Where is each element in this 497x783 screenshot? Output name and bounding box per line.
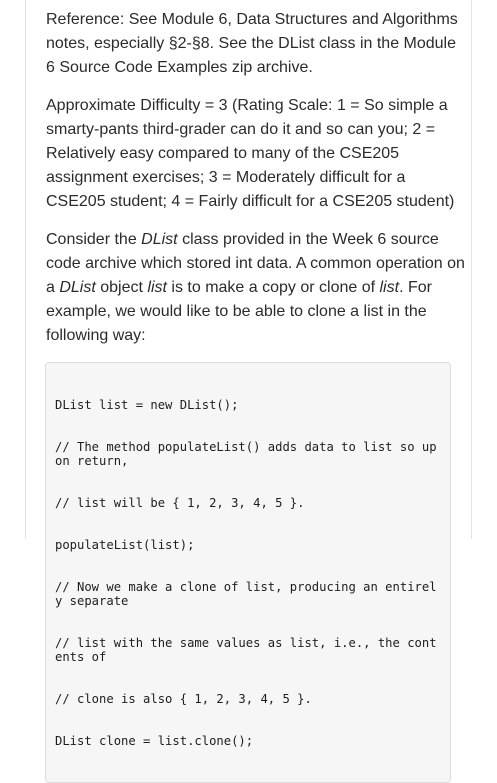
reference-paragraph: Reference: See Module 6, Data Structures and Algorithms notes, especially §2-§8. See the DList class in the Module 6 Source Code Examples zip archive. <box>46 11 458 76</box>
code-line: // Now we make a clone of list, producing an entirely separate <box>55 580 437 608</box>
document-content <box>46 8 466 783</box>
dlist-class-name: DList <box>141 231 178 248</box>
consider-text-4: is to make a copy or clone of <box>166 279 380 296</box>
dlist-class-name-2: DList <box>59 279 96 296</box>
list-variable-name-2: list <box>379 279 400 296</box>
list-variable-name: list <box>147 279 167 296</box>
consider-text-2: class provided in the Week 6 source code archive which stored int data. A common operation on a <box>46 231 465 296</box>
code-line: DList list = new DList(); <box>55 398 239 412</box>
code-block <box>45 362 451 783</box>
consider-text-1: Consider the <box>46 231 142 248</box>
code-line: // clone is also { 1, 2, 3, 4, 5 }. <box>55 692 312 706</box>
consider-paragraph <box>46 228 466 348</box>
code-line: populateList(list); <box>55 538 195 552</box>
code-line: // list with the same values as list, i.e., the contents of <box>55 636 437 664</box>
code-line: // list will be { 1, 2, 3, 4, 5 }. <box>55 496 305 510</box>
document-page <box>25 0 472 748</box>
consider-text-3: object <box>95 279 148 296</box>
code-line: DList clone = list.clone(); <box>55 734 254 748</box>
difficulty-paragraph: Approximate Difficulty = 3 (Rating Scale: 1 = So simple a smarty-pants third-grader can do it and so can you; 2 = Relatively easy compared to many of the CSE205 assignment exercises; 3 = Moderately difficult for a CSE205 student; 4 = Fairly difficult for a CSE205 student) <box>46 97 455 210</box>
consider-text-5: . For example, we would like to be able to clone a list in the following way: <box>46 279 432 344</box>
code-line: // The method populateList() adds data to list so upon return, <box>55 440 437 468</box>
